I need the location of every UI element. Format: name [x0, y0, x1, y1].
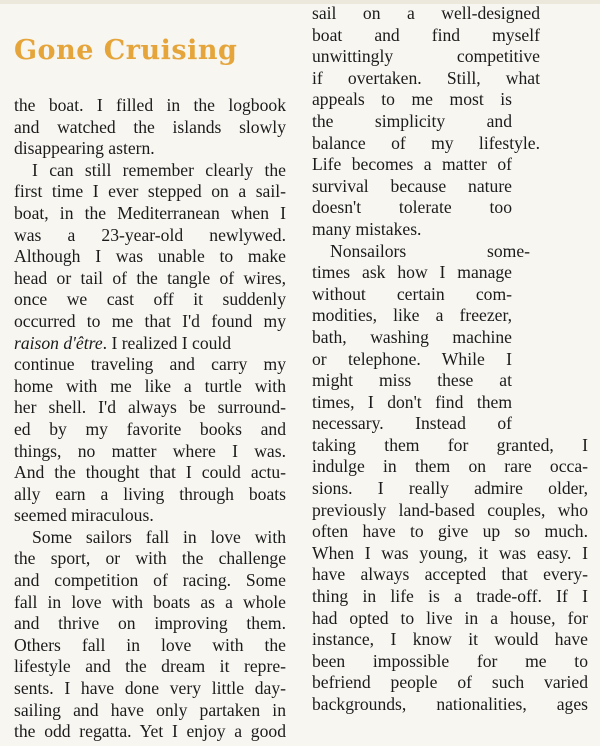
text-line: been impossible for me to — [312, 650, 588, 671]
text-line: appeals to me most is — [312, 89, 512, 110]
text-line: befriend people of such varied — [312, 672, 588, 693]
text-line: the boat. I filled in the logbook — [14, 95, 286, 115]
text-line: often have to give up so much. — [312, 521, 588, 542]
text-line: I can still remember clearly the — [32, 159, 286, 180]
article-title: Gone Cruising — [14, 35, 238, 66]
text-line: her shell. I'd always be surround- — [14, 397, 286, 418]
text-line: sail on a well-designed — [312, 3, 540, 23]
text-line: modities, like a freezer, — [312, 305, 512, 326]
text-line: backgrounds, nationalities, ages — [312, 694, 588, 714]
text-line: doesn't tolerate too — [312, 197, 512, 218]
text-line: times, I don't find them — [312, 391, 512, 412]
text-line: fall in love with boats as a whole — [14, 591, 286, 612]
text-line — [14, 333, 286, 355]
text-line: ally earn a living through boats — [14, 483, 286, 504]
text-line: instance, I know it would have — [312, 629, 588, 650]
text-line: head or tail of the tangle of wires, — [14, 267, 286, 288]
text-line: might miss these at — [312, 370, 512, 391]
text-line: disappearing astern. — [14, 138, 155, 159]
text-line: lifestyle and the dream it repre- — [14, 656, 286, 677]
text-line: necessary. Instead of — [312, 413, 512, 434]
text-line: Life becomes a matter of — [312, 154, 512, 175]
text-line: things, no matter where I was. — [14, 440, 286, 461]
text-line: boat and find myself — [312, 24, 540, 45]
text-line: When I was young, it was easy. I — [312, 542, 588, 563]
text-line: home with me like a turtle with — [14, 375, 286, 396]
text-line: seemed miraculous. — [14, 505, 154, 526]
text-line: the odd regatta. Yet I enjoy a good — [14, 721, 286, 742]
text-line: without certain com- — [312, 283, 512, 304]
text-line: bath, washing machine — [312, 326, 512, 347]
text-line: the simplicity and — [312, 110, 512, 131]
text-line: continue traveling and carry my — [14, 354, 286, 375]
text-line: if overtaken. Still, what — [312, 67, 540, 88]
text-line: sions. I really admire older, — [312, 478, 588, 499]
text-line: boat, in the Mediterranean when I — [14, 202, 286, 223]
text-line: indulge in them on rare occa- — [312, 456, 588, 477]
text-line: and thrive on improving them. — [14, 613, 286, 634]
text-line: had opted to live in a house, for — [312, 607, 588, 628]
text-line: thing in life is a trade-off. If I — [312, 586, 588, 607]
text-line: and watched the islands slowly — [14, 116, 286, 137]
text-line: once we cast off it suddenly — [14, 289, 286, 310]
text-line: Others fall in love with the — [14, 634, 286, 655]
text-line: survival because nature — [312, 175, 512, 196]
text-line: many mistakes. — [312, 218, 422, 239]
text-line: occurred to me that I'd found my — [14, 310, 286, 331]
text-line: ed by my favorite books and — [14, 418, 286, 439]
right-column — [312, 3, 588, 716]
text-line: previously land-based couples, who — [312, 499, 588, 520]
text-line: Nonsailors some- — [330, 240, 530, 261]
text-line: Some sailors fall in love with — [32, 526, 286, 547]
text-line: sailing and have only partaken in — [14, 699, 286, 720]
text-line: times ask how I manage — [312, 262, 512, 283]
text-line: taking them for granted, I — [312, 434, 588, 455]
text-line: balance of my lifestyle. — [312, 132, 540, 153]
text-line: unwittingly competitive — [312, 46, 540, 67]
left-column — [14, 95, 286, 743]
text-line: have always accepted that every- — [312, 564, 588, 585]
text-line: and competition of racing. Some — [14, 570, 286, 591]
text-line: Although I was unable to make — [14, 246, 286, 267]
text-fragment: . I realized I could — [102, 332, 232, 353]
text-line: first time I ever stepped on a sail- — [14, 181, 286, 202]
text-line: And the thought that I could actu- — [14, 462, 286, 483]
text-line: or telephone. While I — [312, 348, 512, 369]
text-line: sents. I have done very little day- — [14, 678, 286, 699]
italic-phrase: raison d'être — [14, 332, 103, 353]
text-line: the sport, or with the challenge — [14, 548, 286, 569]
text-line: was a 23-year-old newlywed. — [14, 224, 286, 245]
